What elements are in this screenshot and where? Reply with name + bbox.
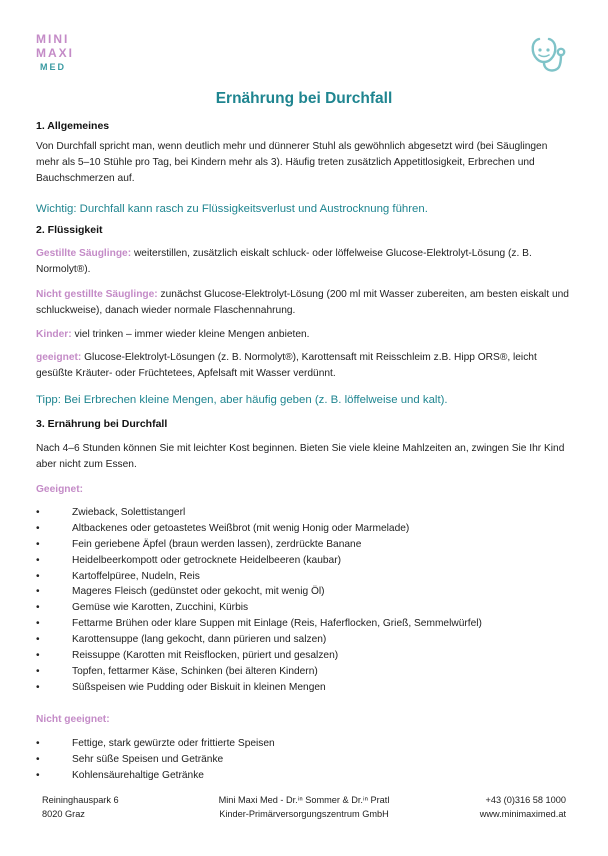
section-1-heading: 1. Allgemeines — [36, 120, 110, 132]
non-breastfed-infants-label: Nicht gestillte Säuglinge: — [36, 289, 158, 300]
tip-note: Tipp: Bei Erbrechen kleine Mengen, aber häufig geben (z. B. löffelweise und kalt). — [36, 394, 448, 406]
section-3-heading: 3. Ernährung bei Durchfall — [36, 418, 168, 430]
bullet: • — [36, 618, 40, 630]
list-item: • Süßspeisen wie Pudding oder Biskuit in kleinen Mengen — [36, 680, 576, 696]
bullet: • — [36, 738, 40, 749]
bullet: • — [36, 507, 40, 518]
non-breastfed-infants-paragraph — [36, 287, 572, 319]
logo-line-maxi: MAXI — [36, 46, 74, 60]
children-text: viel trinken – immer wieder kleine Mengen anbieten. — [71, 329, 310, 340]
bullet: • — [36, 681, 40, 693]
section-2-heading: 2. Flüssigkeit — [36, 224, 103, 236]
list-item: • Topfen, fettarmer Käse, Schinken (bei älteren Kindern) — [36, 664, 576, 680]
bullet: • — [36, 650, 40, 662]
list-item: • Zwieback, Solettistangerl — [36, 505, 576, 521]
bullet: • — [36, 602, 40, 614]
page-title: Ernährung bei Durchfall — [215, 90, 393, 107]
list-item: • Kartoffelpüree, Nudeln, Reis — [36, 569, 576, 585]
suitable-foods-list — [36, 505, 576, 696]
list-item: • Fettige, stark gewürzte oder frittierte Speisen — [36, 736, 576, 752]
footer-street: Reininghauspark 6 — [42, 795, 119, 805]
bullet: • — [36, 554, 40, 566]
bullet: • — [36, 570, 40, 582]
list-item: • Heidelbeerkompott oder getrocknete Heidelbeeren (kaubar) — [36, 553, 576, 569]
list-item: • Fettarme Brühen oder klare Suppen mit Einlage (Reis, Haferflocken, Grieß, Semmelwürfel) — [36, 616, 576, 632]
list-item: • Reissuppe (Karotten mit Reisflocken, püriert und gesalzen) — [36, 648, 576, 664]
list-item: • Mageres Fleisch (gedünstet oder gekocht, mit wenig Öl) — [36, 584, 576, 600]
suitable-drinks-label: geeignet: — [36, 352, 82, 363]
footer-city: 8020 Graz — [42, 808, 85, 819]
bullet: • — [36, 538, 40, 550]
breastfed-infants-paragraph — [36, 246, 572, 278]
bullet: • — [36, 522, 40, 534]
unsuitable-foods-heading: Nicht geeignet: — [36, 714, 110, 725]
logo — [36, 32, 96, 74]
list-item: • Karottensuppe (lang gekocht, dann pürieren und salzen) — [36, 632, 576, 648]
breastfed-infants-label: Gestillte Säuglinge: — [36, 248, 132, 259]
section-3-body: Nach 4–6 Stunden können Sie mit leichter Kost beginnen. Bieten Sie viele kleine Mahlzeiten an, zwingen Sie Ihr Kind aber nicht zum Essen. — [36, 443, 565, 470]
unsuitable-foods-list — [36, 736, 576, 784]
children-paragraph — [36, 327, 572, 343]
footer-company-name: Kinder-Primärversorgungszentrum GmbH — [219, 808, 389, 819]
footer-company — [180, 794, 428, 821]
non-breastfed-infants-text: zunächst Glucose-Elektrolyt-Lösung (200 ml mit Wasser zubereiten, am besten eiskalt und schluckweise), danach wieder normale Flaschennahrung. — [36, 289, 569, 316]
footer-contact — [440, 794, 566, 821]
bullet: • — [36, 586, 40, 598]
stethoscope-icon — [527, 33, 571, 77]
important-note: Wichtig: Durchfall kann rasch zu Flüssigkeitsverlust und Austrocknung führen. — [36, 203, 428, 215]
suitable-drinks-text: Glucose-Elektrolyt-Lösungen (z. B. Normolyt®), Karottensaft mit Reisschleim z.B. Hipp ORS®, leicht gesüßte Kräuter- oder Früchtetees, Apfelsaft mit Wasser verdünnt. — [36, 352, 537, 379]
bullet: • — [36, 753, 40, 765]
logo-line-mini: MINI — [36, 32, 70, 46]
list-item: • Gemüse wie Karotten, Zucchini, Kürbis — [36, 600, 576, 616]
list-item: • Fein geriebene Äpfel (braun werden lassen), zerdrückte Banane — [36, 537, 576, 553]
section-1-body: Von Durchfall spricht man, wenn deutlich mehr und dünnerer Stuhl als gewöhnlich abgesetzt wird (bei Säuglingen mehr als 5–10 Stühle pro Tag, bei Kindern mehr als 3). Häufig treten zusätzlich Appetitlosigkeit, Erbrechen und Bauchschmerzen auf. — [36, 141, 548, 184]
suitable-foods-heading: Geeignet: — [36, 484, 83, 495]
bullet: • — [36, 769, 40, 781]
footer-website[interactable]: www.minimaximed.at — [479, 808, 566, 819]
bullet: • — [36, 634, 40, 646]
logo-line-med: MED — [40, 62, 66, 72]
footer-phone: +43 (0)316 58 1000 — [485, 795, 566, 805]
list-item: • Sehr süße Speisen und Getränke — [36, 752, 576, 768]
breastfed-infants-text: weiterstillen, zusätzlich eiskalt schluck- oder löffelweise Glucose-Elektrolyt-Lösung (z. B. Normolyt®). — [36, 248, 532, 275]
suitable-drinks-paragraph — [36, 350, 572, 382]
bullet: • — [36, 665, 40, 677]
list-item: • Altbackenes oder getoastetes Weißbrot (mit wenig Honig oder Marmelade) — [36, 521, 576, 537]
list-item: • Kohlensäurehaltige Getränke — [36, 768, 576, 784]
children-label: Kinder: — [36, 329, 72, 340]
footer-practice-name: Mini Maxi Med - Dr.ⁱⁿ Sommer & Dr.ⁱⁿ Pratl — [218, 795, 390, 805]
footer-address — [42, 794, 119, 821]
